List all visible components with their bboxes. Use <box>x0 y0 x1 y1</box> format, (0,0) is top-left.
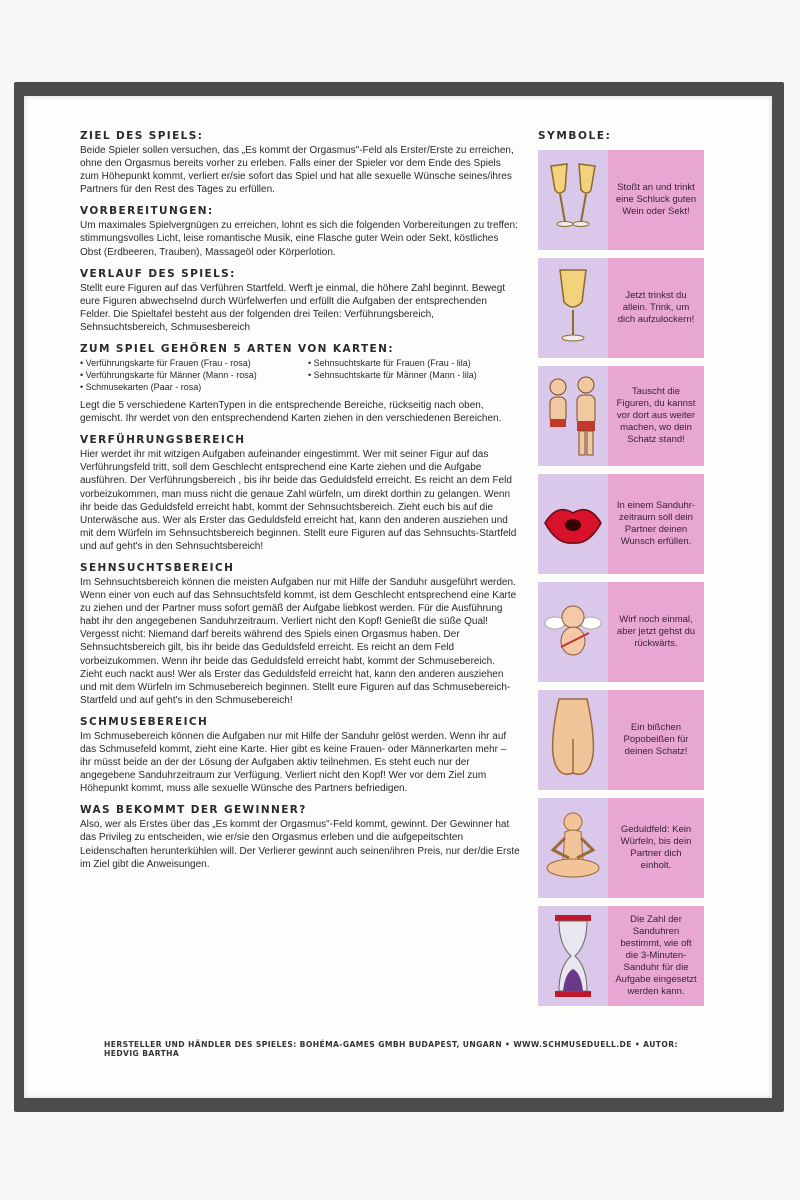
section-cards <box>80 343 520 425</box>
symbol-card <box>538 258 704 358</box>
card-type: • Sehnsuchtskarte für Frauen (Frau - lila) <box>308 357 508 369</box>
symbol-text: Wirf noch einmal, aber jetzt gehst du rückwärts. <box>616 614 696 649</box>
section-goal <box>80 130 520 196</box>
section-cuddle <box>80 716 520 795</box>
symbol-card <box>538 474 704 574</box>
card-type: • Verführungskarte für Männer (Mann - rosa) <box>80 369 308 381</box>
symbols-column <box>538 130 710 1014</box>
symbol-card <box>538 150 704 250</box>
rules-sheet <box>80 130 720 1070</box>
symbol-text: In einem Sanduhr-zeitraum soll dein Partner deinen Wunsch erfüllen. <box>616 500 696 547</box>
symbol-card <box>538 798 704 898</box>
card-type: • Schmusekarten (Paar - rosa) <box>80 381 308 393</box>
section-text: Also, wer als Erstes über das „Es kommt der Orgasmus"-Feld kommt, gewinnt. Der Gewinner hat das Privileg zu entscheiden, wie er/sie den Orgasmus erleben und die aufgepeitschten Leidenschaften herunterkühlen will. Der Verlierer gewinnt auch seinen/ihren Preis, nur der/die Erste im Ziel gibt die Anweisungen. <box>80 819 520 870</box>
section-title: VERLAUF DES SPIELS: <box>80 267 236 280</box>
section-title: WAS BEKOMMT DER GEWINNER? <box>80 804 307 817</box>
hourglass-icon <box>538 906 608 1006</box>
section-title: ZIEL DES SPIELS: <box>80 130 204 142</box>
section-title: VERFÜHRUNGSBEREICH <box>80 434 246 447</box>
section-title: SEHNSUCHTSBEREICH <box>80 561 235 574</box>
section-text: Hier werdet ihr mit witzigen Aufgaben aufeinander eingestimmt. Wer mit seiner Figur auf das Verführungsfeld tritt, soll dem Geschlecht entsprechend eine Karte ziehen und die Aufgabe ausführen. Der Verführungsbereich , bis ihr beide das Geduldsfeld erreicht. Es reicht an dem Feld vorbeizukommen, man muss nicht die genaue Zahl würfeln, um direkt dorthin zu gelangen. Wenn ihr beide das Geduldsfeld erreicht habt, kommt der Sehnsuchtsbereich. Zieht euch bis auf die Unterwäsche aus. Wer als Erster das Geduldsfeld erreicht hat, kann den anderen ausziehen und mit dem Würfeln im Sehnsuchtsbereich beginnen. Stellt eure Figuren auf das Sehnsuchts-Startfeld und auf geht's in den Sehnsuchtsbereich! <box>80 449 517 552</box>
cupid-icon <box>538 582 608 682</box>
section-course <box>80 268 520 334</box>
symbols-title: SYMBOLE: <box>538 130 612 142</box>
symbol-text: Die Zahl der Sanduhren bestimmt, wie oft die 3-Minuten-Sanduhr für die Aufgabe eingesetzt werden kann. <box>615 914 697 997</box>
section-text: Stellt eure Figuren auf das Verführen Startfeld. Werft je einmal, die höhere Zahl beginnt. Bewegt eure Figuren abwechselnd durch Würfelwerfen und erfüllt die Aufgaben der entsprechenden Felder. Die Spieltafel besteht aus der folgenden drei Teilen: Verführungsbereich, Sehnsuchtsbereich, Schmusesbereich <box>80 282 506 333</box>
symbol-text: Jetzt trinkst du allein. Trink, um dich aufzulockern! <box>617 290 695 325</box>
footer-credits: HERSTELLER UND HÄNDLER DES SPIELES: BOHÉMA-GAMES GMBH BUDAPEST, UNGARN • WWW.SCHMUSEDUELL.DE • AUTOR: HEDVIG BARTHA <box>104 1040 678 1058</box>
section-title: VORBEREITUNGEN: <box>80 205 214 218</box>
section-text: Legt die 5 verschiedene KartenTypen in die entsprechende Bereiche, rückseitig nach oben, gemischt. Ihr werdet von den entsprechendend Karten ziehen in den verschiedenen Bereichen. <box>80 400 502 425</box>
section-text: Beide Spieler sollen versuchen, das „Es kommt der Orgasmus"-Feld als Erster/Erste zu erreichen, ohne den Orgasmus bereits vorher zu erleben. Falls einer der Spieler vor dem Ende des Spiels zum Höhepunkt kommt, verliert er/sie sofort das Spiel und hat alle sexuelle Wünsche seines/ihres Partners für den Rest des Tages zu erfüllen. <box>80 145 514 196</box>
champagne-glass-icon <box>538 258 608 358</box>
section-text: Um maximales Spielvergnügen zu erreichen, lohnt es sich die folgenden Vorbereitungen zu treffen: stimmungsvolles Licht, leise romantische Musik, eine Flasche guter Wein oder Sekt, köstliches Obst (Erdbeeren, Trauben), Massageöl oder Körperlotion. <box>80 220 518 258</box>
section-text: Im Schmusebereich können die Aufgaben nur mit Hilfe der Sanduhr gelöst werden. Wenn ihr auf das Schmusefeld kommt, zieht eine Karte. Hier gibt es keine Frauen- oder Männerkarten mehr – ihr müsst beide an der der Lösung der Aufgaben aktiv teilnehmen. Es steht euch nur der angegebene Sanduhrzeitraum zur Verfügung. Verliert nicht den Kopf! Wer vor dem Ziel zum Höhepunkt kommt, muss alle sexuelle Wünsche des Partners befriedigen. <box>80 730 507 795</box>
champagne-glasses-icon <box>538 150 608 250</box>
symbol-card <box>538 906 704 1006</box>
rules-column <box>80 130 520 880</box>
symbol-card <box>538 582 704 682</box>
kiss-lips-icon <box>538 474 608 574</box>
section-text: Im Sehnsuchtsbereich können die meisten Aufgaben nur mit Hilfe der Sanduhr ausgeführt werden. Wenn einer von euch auf das Sehnsuchtsfeld kommt, ist dem Geschlecht entsprechend eine Karte zu ziehen und der Partner muss sofort gemäß der Aufgabe liebkost werden. Für die Ausführung habt ihr den angegebenen Sanduhrzeitraum. Verliert nicht den Kopf! Genießt die süße Qual! Vergesst nicht: Niemand darf bereits während des Spiels einen Orgasmus haben. Der Sehnsuchtsbereich gilt, bis ihr beide das Geduldsfeld erreicht. Es reicht an dem Feld vorbeizukommen. Wenn ihr beide das Geduldsfeld erreicht habt, kommt der Schmusebereich. Zieht euch nackt aus! Wer als Erster das Geduldsfeld erreicht hat, kann den anderen ausziehen und mit dem Würfeln im Schmusebereich beginnen. Stellt eure Figuren auf das Schmusebereich-Startfeld und auf geht's in den Schmusebereich! <box>80 576 517 706</box>
section-winner <box>80 804 520 870</box>
symbol-text: Ein bißchen Popobeißen für deinen Schatz! <box>623 722 689 757</box>
card-type: • Sehnsuchtskarte für Männer (Mann - lila) <box>308 369 508 381</box>
section-preparations <box>80 205 520 258</box>
meditating-figure-icon <box>538 798 608 898</box>
symbol-text: Geduldfeld: Kein Würfeln, bis dein Partner dich einholt. <box>620 824 692 871</box>
symbol-text: Stoßt an und trinkt eine Schluck guten Wein oder Sekt! <box>615 182 697 217</box>
section-title: ZUM SPIEL GEHÖREN 5 ARTEN VON KARTEN: <box>80 343 394 356</box>
buttocks-icon <box>538 690 608 790</box>
card-type: • Verführungskarte für Frauen (Frau - rosa) <box>80 357 308 369</box>
section-title: SCHMUSEBEREICH <box>80 715 209 728</box>
symbol-text: Tauscht die Figuren, du kannst vor dort aus weiter machen, wo dein Schatz stand! <box>616 386 696 445</box>
card-list <box>80 357 520 393</box>
swap-figures-icon <box>538 366 608 466</box>
symbol-card <box>538 690 704 790</box>
symbol-card <box>538 366 704 466</box>
section-seduction <box>80 434 520 553</box>
section-longing <box>80 562 520 707</box>
